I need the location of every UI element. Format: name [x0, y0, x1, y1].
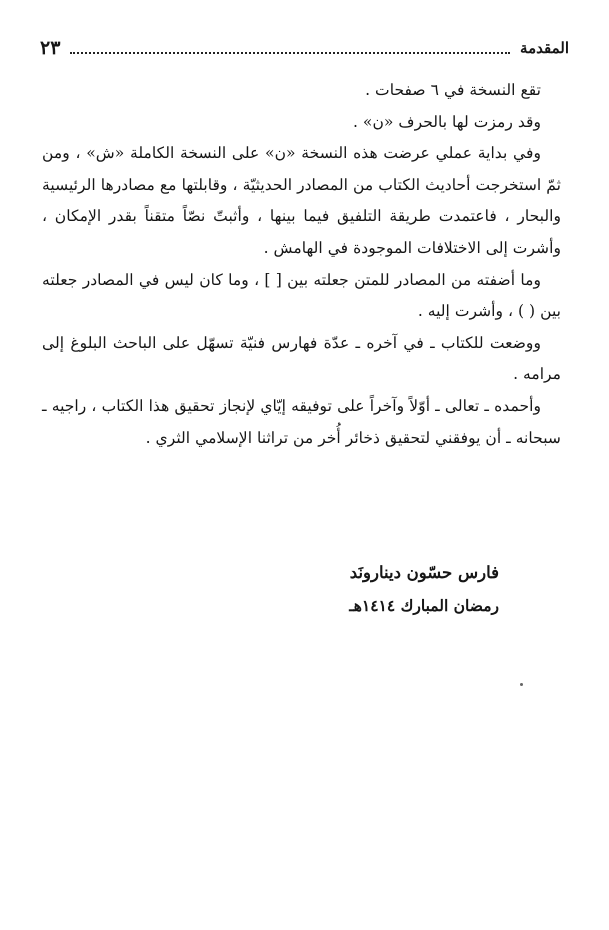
paragraph-method: وفي بداية عملي عرضت هذه النسخة «ن» على النسخة الكاملة «ش» ، ومن ثمّ استخرجت أحاديث الكتاب من المصادر الحديثيّة ، وقابلتها مع مصادرها الرئيسية والبحار ، فاعتمدت طريقة التلفيق فيما بينها ، وأثبتّ نصّاً متقناً بقدر الإمكان ، وأشرت إلى الاختلافات الموجودة في الهامش . [42, 144, 561, 257]
page-number: ٢٣ [40, 37, 61, 59]
paragraph-brackets: وما أضفته من المصادر للمتن جعلته بين [ ] ، وما كان ليس في المصادر جعلته بين ( ) ، وأشرت إليه . [42, 270, 561, 321]
page-header [40, 34, 569, 62]
paragraph-closing: وأحمده ـ تعالى ـ أوّلاً وآخراً على توفيقه إيّاي لإنجاز تحقيق هذا الكتاب ، راجيه ـ سبحانه ـ أن يوفقني لتحقيق ذخائر أُخر من تراثنا الإسلامي الثري . [42, 396, 561, 447]
header-dotted-rule [70, 52, 510, 54]
paragraph-copy-symbol: وقد رمزت لها بالحرف «ن» . [353, 112, 541, 131]
paragraph-copy-length: تقع النسخة في ٦ صفحات . [365, 81, 541, 99]
signature-date: رمضان المبارك ١٤١٤هـ [349, 596, 499, 615]
body-text [42, 75, 561, 454]
scan-speck [520, 683, 523, 686]
signature-block [349, 556, 499, 622]
running-header-title: المقدمة [520, 39, 569, 57]
signature-name: فارس حسّون دينارونَد [349, 563, 499, 582]
paragraph-indexes: ووضعت للكتاب ـ في آخره ـ عدّة فهارس فنيّة تسهّل على الباحث البلوغ إلى مرامه . [42, 333, 561, 384]
